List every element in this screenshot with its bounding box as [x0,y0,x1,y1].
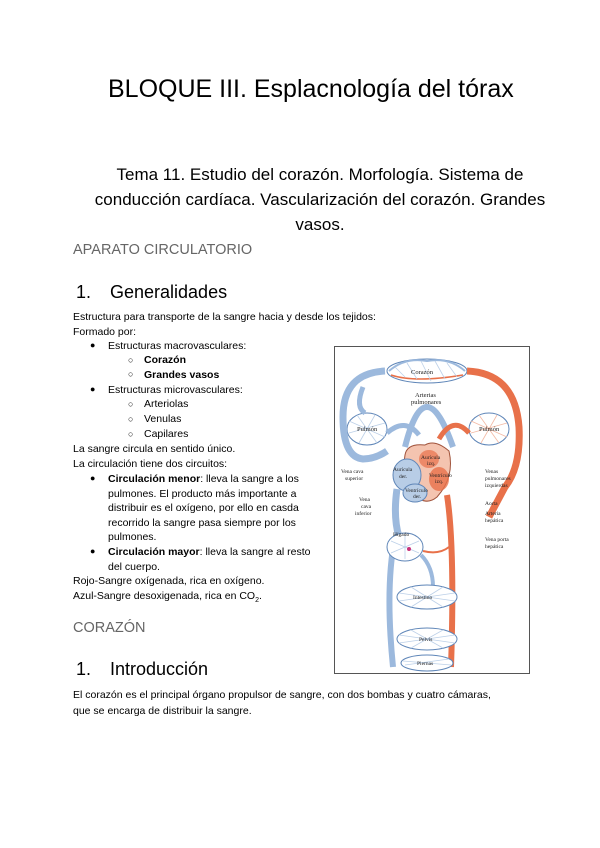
heading-text: Introducción [110,659,209,679]
label-venas-pulm-1: Venas [485,469,499,475]
heading-generalidades [76,282,227,303]
label-pulmon-right: Pulmón [479,426,500,433]
heading-text: Generalidades [110,282,228,302]
label-piernas: Piernas [417,661,434,667]
term-circulacion-menor: Circulación menor [108,473,201,485]
circulatory-system-diagram [334,346,530,674]
label-auricula-izq-sub: izq. [427,461,436,467]
topic-heading: Tema 11. Estudio del corazón. Morfología. Sistema de conducción cardíaca. Vascularización del corazón. Grandes vasos. [94,165,546,234]
text-fragment: : lleva la sangre a los [200,473,299,485]
list-item: Capilares [144,428,189,440]
label-intestino: Intestino [413,595,433,601]
subscript: 2 [255,597,260,605]
bullet-circle-icon: ○ [128,355,134,365]
bullet-dot-icon: ● [90,546,96,556]
label-auricula-izq: Aurícula [421,455,441,461]
label-vena-cava-inf-1: Vena [359,497,370,503]
label-pelvis: Pelvis [419,637,433,643]
text-line-azul [73,589,262,609]
text-fragment: pulmones. El producto más importante a [108,487,297,500]
section-heading-corazon: CORAZÓN [73,620,146,636]
list-item: Arteriolas [144,398,189,410]
label-ventriculo-der-sub: der. [413,494,422,500]
text-line: El corazón es el principal órgano propulsor de sangre, con dos bombas y cuatro cámaras, [73,689,491,701]
label-vena-cava-inf-3: inferior [355,511,372,517]
text-fragment: del cuerpo. [108,560,160,573]
text-fragment: . [259,590,262,602]
list-item: Estructuras microvasculares: [108,384,243,396]
heading-introduccion [76,659,208,680]
text-line: La sangre circula en sentido único. [73,443,236,455]
label-ventriculo-izq-sub: izq. [435,479,444,485]
label-arteria-hepatica-2: hepática [485,518,504,524]
label-venas-pulm-2: pulmonares [485,476,511,482]
label-vena-cava-sup: Vena cava [341,469,364,475]
text-fragment: distribuir es el oxígeno, por ello en casda [108,502,299,515]
bullet-circle-icon: ○ [128,399,134,409]
text-line: La circulación tiene dos circuitos: [73,458,228,470]
label-pulmon-left: Pulmón [357,426,378,433]
text-fragment: : lleva la sangre al resto [199,546,311,558]
bullet-dot-icon: ● [90,473,96,483]
text-line: Rojo-Sangre oxígenada, rica en oxígeno. [73,575,265,587]
bullet-circle-icon: ○ [128,414,134,424]
label-vena-porta-1: Vena porta [485,537,509,543]
label-arteria-hepatica-1: Arteria [485,511,501,517]
text-line: Formado por: [73,326,137,338]
label-vena-porta-2: hepática [485,544,504,550]
label-vena-cava-inf-2: cava [361,504,372,510]
list-item: Corazón [144,354,186,366]
label-corazon: Corazón [411,369,434,376]
bullet-dot-icon: ● [90,384,96,394]
list-item-circulacion-menor [108,472,330,545]
label-vena-cava-sup-sub: superior [345,476,364,482]
list-item: Grandes vasos [144,369,220,381]
label-pulmonares: pulmonares [411,399,442,406]
heading-number: 1. [76,659,92,679]
label-ventriculo-der: Ventrículo [405,488,428,494]
term-circulacion-mayor: Circulación mayor [108,546,200,558]
list-item: Venulas [144,413,182,425]
text-fragment: recorrido la sangre pasa siempre por los [108,516,296,529]
label-auricula-der-sub: der. [399,474,408,480]
list-item-circulacion-mayor [108,545,330,574]
section-heading-aparato: APARATO CIRCULATORIO [73,242,253,258]
bullet-dot-icon: ● [90,340,96,350]
label-auricula-der: Aurícula [393,467,413,473]
text-line: que se encarga de distribuir la sangre. [73,705,252,717]
label-ventriculo-izq: Ventrículo [429,473,452,479]
bullet-circle-icon: ○ [128,369,134,379]
label-aorta: Aorta [485,501,498,507]
text-fragment: pulmones. [108,531,157,544]
label-higado: Hígado [393,532,410,538]
page-title: BLOQUE III. Esplacnología del tórax [108,75,514,103]
bullet-circle-icon: ○ [128,429,134,439]
circulatory-diagram-svg [335,347,529,673]
label-arterias: Arterias [415,392,436,399]
heading-number: 1. [76,282,92,302]
label-venas-pulm-3: izquierdas [485,483,508,489]
list-item: Estructuras macrovasculares: [108,340,247,352]
text-fragment: Azul-Sangre desoxigenada, rica en CO [73,590,256,602]
text-line: Estructura para transporte de la sangre hacia y desde los tejidos: [73,311,376,323]
